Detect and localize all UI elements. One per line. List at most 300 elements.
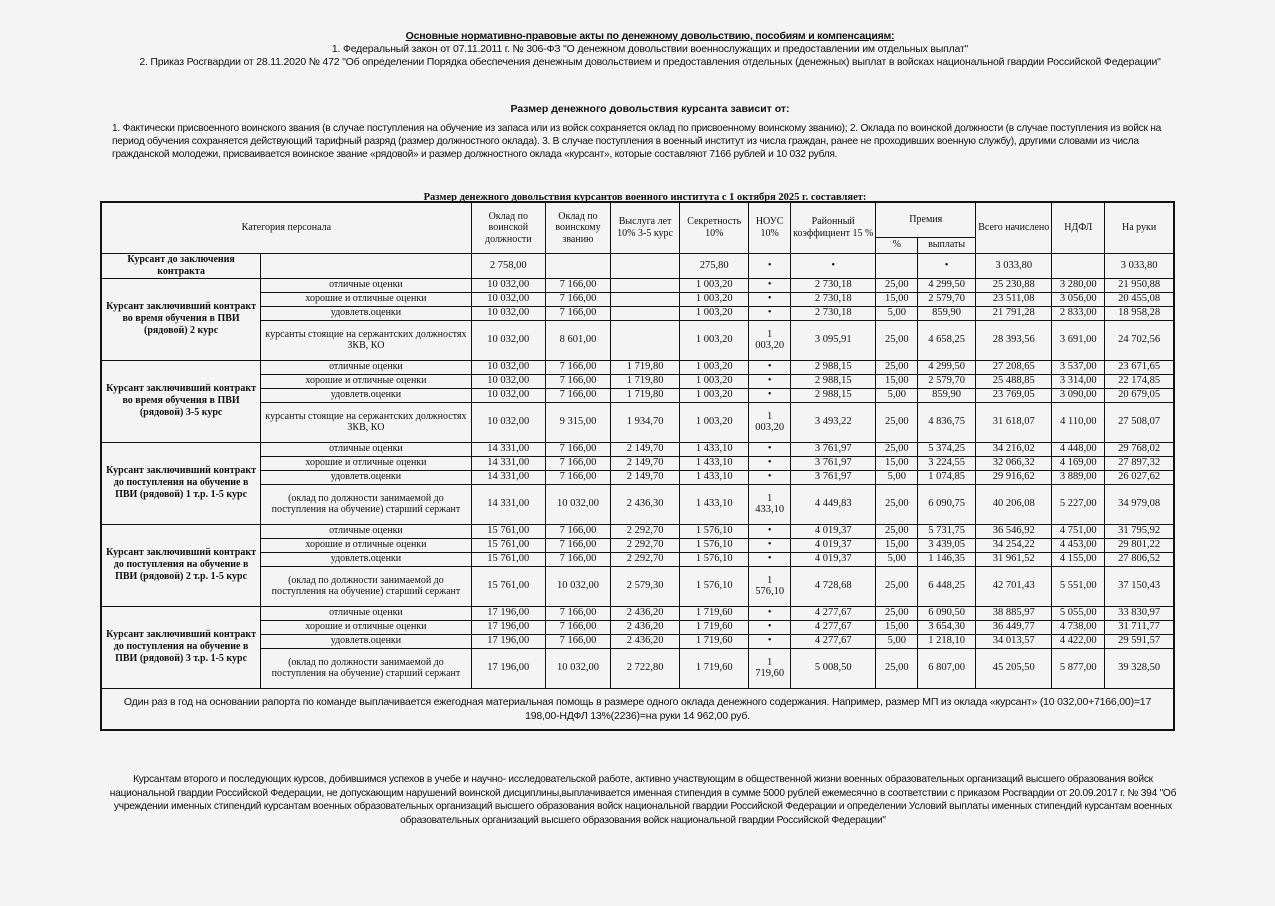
value-cell: • [749,538,791,552]
value-cell: 1 576,10 [749,566,791,606]
value-cell: 7 166,00 [545,278,610,292]
value-cell: 25,00 [876,402,918,442]
value-cell: 1 719,60 [680,606,749,620]
table-row [101,402,1174,442]
value-cell: 1 433,10 [680,484,749,524]
value-cell: 4 449,83 [791,484,876,524]
subcategory-cell: (оклад по должности занимаемой до поступления на обучение) старший сержант [261,566,472,606]
value-cell: 2 292,70 [611,552,680,566]
subcategory-cell: курсанты стоящие на сержантских должностях ЗКВ, КО [261,320,472,360]
value-cell: • [749,388,791,402]
value-cell: 1 003,20 [680,278,749,292]
value-cell: 5 374,25 [918,442,976,456]
value-cell: 2 722,80 [611,648,680,688]
header-rayon: Районный коэффициент 15 % [791,202,876,253]
value-cell: 32 066,32 [976,456,1052,470]
category-cell: Курсант заключивший контракт до поступления на обучение в ПВИ (рядовой) 3 т.р. 1-5 курс [101,606,261,688]
value-cell: 7 166,00 [545,620,610,634]
value-cell: 6 090,75 [918,484,976,524]
value-cell: 7 166,00 [545,634,610,648]
value-cell: • [749,360,791,374]
value-cell: 36 546,92 [976,524,1052,538]
table-row [101,566,1174,606]
subcategory-cell: отличные оценки [261,360,472,374]
value-cell: 1 576,10 [680,524,749,538]
value-cell: 31 961,52 [976,552,1052,566]
header-category: Категория персонала [101,202,471,253]
table-row [101,456,1174,470]
category-cell: Курсант заключивший контракт во время обучения в ПВИ (рядовой) 2 курс [101,278,261,360]
value-cell: 17 196,00 [471,606,545,620]
value-cell: 7 166,00 [545,552,610,566]
value-cell: 3 654,30 [918,620,976,634]
value-cell: 3 033,80 [976,253,1052,278]
value-cell: 2 730,18 [791,306,876,320]
value-cell [611,278,680,292]
value-cell: 25,00 [876,648,918,688]
value-cell: 34 013,57 [976,634,1052,648]
value-cell: 20 679,05 [1105,388,1174,402]
value-cell: 10 032,00 [471,320,545,360]
subcategory-cell: хорошие и отличные оценки [261,374,472,388]
value-cell: 4 836,75 [918,402,976,442]
table-row [101,470,1174,484]
value-cell: 15,00 [876,620,918,634]
value-cell: 40 206,08 [976,484,1052,524]
value-cell: 21 950,88 [1105,278,1174,292]
value-cell: 275,80 [680,253,749,278]
value-cell: • [749,606,791,620]
value-cell: 4 019,37 [791,524,876,538]
value-cell: 2 730,18 [791,278,876,292]
value-cell: 1 003,20 [680,402,749,442]
value-cell: 27 208,65 [976,360,1052,374]
value-cell: 10 032,00 [471,278,545,292]
subcategory-cell: отличные оценки [261,278,472,292]
value-cell: 1 003,20 [680,388,749,402]
value-cell: 29 801,22 [1105,538,1174,552]
subcategory-cell [261,253,472,278]
value-cell: 31 618,07 [976,402,1052,442]
value-cell: 9 315,00 [545,402,610,442]
value-cell: • [749,278,791,292]
header-secret: Секретность 10% [680,202,749,253]
value-cell: 2 436,20 [611,634,680,648]
value-cell: 5 731,75 [918,524,976,538]
value-cell: 5 055,00 [1052,606,1105,620]
value-cell: 2 579,30 [611,566,680,606]
value-cell: 7 166,00 [545,306,610,320]
value-cell: 7 166,00 [545,360,610,374]
value-cell: 1 719,60 [749,648,791,688]
legal-acts-section [100,30,1200,69]
header-vysluga: Выслуга лет 10% 3-5 курс [611,202,680,253]
value-cell: 1 576,10 [680,538,749,552]
value-cell: 1 146,35 [918,552,976,566]
value-cell: 1 934,70 [611,402,680,442]
value-cell: 27 806,52 [1105,552,1174,566]
value-cell: 4 019,37 [791,538,876,552]
value-cell: 1 433,10 [680,456,749,470]
value-cell: 1 218,10 [918,634,976,648]
value-cell: 25 230,88 [976,278,1052,292]
value-cell: 3 493,22 [791,402,876,442]
table-row [101,484,1174,524]
value-cell: 22 174,85 [1105,374,1174,388]
value-cell: 1 433,10 [680,442,749,456]
value-cell: 4 019,37 [791,552,876,566]
value-cell: 25,00 [876,442,918,456]
value-cell: 7 166,00 [545,388,610,402]
scholarship-note: Курсантам второго и последующих курсов, добившимся успехов в учебе и научно- исследовательской работе, активно участвующим в общественной жизни военных образовательных организаций высшего образования войск национальной гвардии Российской Федерации, не допускающим нарушений воинской дисциплины,выплачивается именная стипендия в сумме 5000 рублей ежемесячно в соответствии с приказом Росгвардии от 20.09.2017 г. № 394 "Об учреждении именных стипендий курсантам военных образовательных организаций высшего образования войск национальной гвардии Российской Федерации и определении Условий выплаты именных стипендий курсантам военных образовательных организаций высшего образования войск национальной гвардии Российской Федерации" [109,774,1177,826]
value-cell: • [749,524,791,538]
value-cell: 7 166,00 [545,538,610,552]
value-cell: 3 761,97 [791,456,876,470]
value-cell: 23 671,65 [1105,360,1174,374]
header-premia: Премия [876,202,976,237]
value-cell: 1 003,20 [749,402,791,442]
value-cell: 5 551,00 [1052,566,1105,606]
value-cell: 15,00 [876,292,918,306]
table-row [101,524,1174,538]
value-cell: 1 003,20 [680,374,749,388]
value-cell: 4 277,67 [791,606,876,620]
header-premia-pay: выплаты [918,237,976,253]
value-cell [611,253,680,278]
value-cell: 15,00 [876,538,918,552]
value-cell: 23 769,05 [976,388,1052,402]
value-cell: 3 889,00 [1052,470,1105,484]
table-row [101,634,1174,648]
value-cell: 2 730,18 [791,292,876,306]
value-cell: 1 003,20 [680,306,749,320]
value-cell [611,292,680,306]
table-row [101,620,1174,634]
depends-text: 1. Фактически присвоенного воинского звания (в случае поступления на обучение из запаса или из войск сохраняется оклад по присвоенному воинскому званию); 2. Оклада по воинской должности (в случае поступления из войск на период обучения сохраняется действующий тарифный разряд (размер должностного оклада). 3. В случае поступления в военный институт из числа граждан, ранее не проходивших военную службу), другими словами из числа гражданской молодежи, присваивается воинское звание «рядовой» и размер должностного оклада «курсант», которые составляют 7166 рублей и 10 032 рубля. [112,123,1162,160]
value-cell: 1 719,60 [680,634,749,648]
value-cell: 14 331,00 [471,442,545,456]
value-cell: 5 877,00 [1052,648,1105,688]
value-cell: 859,90 [918,306,976,320]
value-cell: 5 227,00 [1052,484,1105,524]
subcategory-cell: удовлетв.оценки [261,388,472,402]
value-cell: 10 032,00 [545,484,610,524]
value-cell: 2 292,70 [611,524,680,538]
value-cell: 10 032,00 [471,402,545,442]
value-cell: 4 658,25 [918,320,976,360]
value-cell [876,253,918,278]
value-cell: 2 292,70 [611,538,680,552]
value-cell: 7 166,00 [545,524,610,538]
value-cell: 4 110,00 [1052,402,1105,442]
value-cell [611,306,680,320]
value-cell: 17 196,00 [471,620,545,634]
value-cell: 2 988,15 [791,388,876,402]
value-cell: 1 719,80 [611,374,680,388]
value-cell: 25,00 [876,278,918,292]
value-cell: 4 299,50 [918,278,976,292]
value-cell: 1 003,20 [680,292,749,306]
value-cell: 8 601,00 [545,320,610,360]
depends-title: Размер денежного довольствия курсанта зависит от: [510,103,790,115]
value-cell: • [749,620,791,634]
legal-act-item: 1. Федеральный закон от 07.11.2011 г. № 306-ФЗ "О денежном довольствии военнослужащих и предоставлении им отдельных выплат" [331,43,969,55]
value-cell: 3 090,00 [1052,388,1105,402]
value-cell: 15 761,00 [471,538,545,552]
subcategory-cell: (оклад по должности занимаемой до поступления на обучение) старший сержант [261,648,472,688]
value-cell: 10 032,00 [471,388,545,402]
value-cell: 2 436,20 [611,620,680,634]
value-cell: 6 807,00 [918,648,976,688]
value-cell: 34 979,08 [1105,484,1174,524]
value-cell: 1 576,10 [680,566,749,606]
value-cell: 31 795,92 [1105,524,1174,538]
value-cell: 4 299,50 [918,360,976,374]
value-cell: 25,00 [876,524,918,538]
table-row [101,374,1174,388]
value-cell: 31 711,77 [1105,620,1174,634]
value-cell: 6 090,50 [918,606,976,620]
value-cell: 3 280,00 [1052,278,1105,292]
value-cell: 25,00 [876,320,918,360]
value-cell: • [749,456,791,470]
value-cell: 2 149,70 [611,470,680,484]
table-row [101,292,1174,306]
value-cell: 29 768,02 [1105,442,1174,456]
value-cell: 25,00 [876,360,918,374]
value-cell: 23 511,08 [976,292,1052,306]
value-cell: 2 758,00 [471,253,545,278]
value-cell: 25,00 [876,566,918,606]
value-cell: 1 074,85 [918,470,976,484]
value-cell: 4 422,00 [1052,634,1105,648]
value-cell: 29 916,62 [976,470,1052,484]
table-row [101,320,1174,360]
value-cell: 7 166,00 [545,442,610,456]
value-cell: 33 830,97 [1105,606,1174,620]
subcategory-cell: удовлетв.оценки [261,552,472,566]
pay-table [100,201,1175,731]
header-nous: НОУС 10% [749,202,791,253]
value-cell: • [749,253,791,278]
subcategory-cell: хорошие и отличные оценки [261,620,472,634]
subcategory-cell: хорошие и отличные оценки [261,456,472,470]
subcategory-cell: отличные оценки [261,524,472,538]
value-cell: 7 166,00 [545,374,610,388]
value-cell: 1 719,60 [680,648,749,688]
value-cell: 24 702,56 [1105,320,1174,360]
value-cell: 25,00 [876,484,918,524]
header-net: На руки [1105,202,1174,253]
value-cell: 25,00 [876,606,918,620]
value-cell: 14 331,00 [471,484,545,524]
value-cell: 2 149,70 [611,442,680,456]
table-row [101,606,1174,620]
value-cell: 4 169,00 [1052,456,1105,470]
value-cell: 20 455,08 [1105,292,1174,306]
category-cell: Курсант заключивший контракт до поступления на обучение в ПВИ (рядовой) 1 т.р. 1-5 курс [101,442,261,524]
value-cell: 39 328,50 [1105,648,1174,688]
legal-act-item: 2. Приказ Росгвардии от 28.11.2020 № 472 "Об определении Порядка обеспечения денежным довольствием и предоставления отдельных (денежных) выплат в войсках национальной гвардии Российской Федерации" [139,56,1161,68]
value-cell: • [749,470,791,484]
header-premia-pct: % [876,237,918,253]
value-cell: 15,00 [876,456,918,470]
value-cell: 34 216,02 [976,442,1052,456]
value-cell: 3 056,00 [1052,292,1105,306]
value-cell: • [749,306,791,320]
value-cell: • [749,634,791,648]
value-cell [611,320,680,360]
subcategory-cell: отличные оценки [261,606,472,620]
value-cell: 29 591,57 [1105,634,1174,648]
value-cell: 14 331,00 [471,456,545,470]
subcategory-cell: хорошие и отличные оценки [261,538,472,552]
value-cell: 3 224,55 [918,456,976,470]
material-aid-note: Один раз в год на основании рапорта по команде выплачивается ежегодная материальная помощь в размере одного оклада денежного содержания. Например, размер МП из оклада «курсант» (10 032,00+7166,00)=17 198,00-НДФЛ 13%(2236)=на руки 14 962,00 руб. [101,688,1174,730]
value-cell: • [749,552,791,566]
value-cell: 3 095,91 [791,320,876,360]
value-cell: 7 166,00 [545,456,610,470]
value-cell: 2 579,70 [918,374,976,388]
category-cell: Курсант заключивший контракт во время обучения в ПВИ (рядовой) 3-5 курс [101,360,261,442]
table-row [101,306,1174,320]
category-cell: Курсант до заключения контракта [101,253,261,278]
value-cell: 21 791,28 [976,306,1052,320]
value-cell: 1 719,80 [611,360,680,374]
value-cell: 3 761,97 [791,470,876,484]
value-cell: 5,00 [876,388,918,402]
value-cell: 4 277,67 [791,620,876,634]
value-cell: 4 738,00 [1052,620,1105,634]
value-cell: 2 988,15 [791,360,876,374]
value-cell: 1 433,10 [749,484,791,524]
header-oklad-dolzh: Оклад по воинской должности [471,202,545,253]
table-row [101,360,1174,374]
value-cell: 1 003,20 [680,360,749,374]
value-cell: 7 166,00 [545,470,610,484]
value-cell: 5 008,50 [791,648,876,688]
value-cell: 26 027,62 [1105,470,1174,484]
value-cell: 10 032,00 [545,648,610,688]
subcategory-cell: удовлетв.оценки [261,306,472,320]
value-cell: 18 958,28 [1105,306,1174,320]
value-cell: 27 508,07 [1105,402,1174,442]
value-cell: 2 149,70 [611,456,680,470]
table-row [101,538,1174,552]
table-row [101,442,1174,456]
value-cell [1052,253,1105,278]
value-cell: 10 032,00 [471,374,545,388]
value-cell: 4 155,00 [1052,552,1105,566]
legal-acts-heading: Основные нормативно-правовые акты по денежному довольствию, пособиям и компенсациям: [405,30,895,42]
value-cell: 15 761,00 [471,524,545,538]
value-cell: 38 885,97 [976,606,1052,620]
subcategory-cell: удовлетв.оценки [261,634,472,648]
value-cell: 14 331,00 [471,470,545,484]
value-cell: 3 439,05 [918,538,976,552]
value-cell: 3 537,00 [1052,360,1105,374]
value-cell [545,253,610,278]
value-cell: 15 761,00 [471,552,545,566]
value-cell: 2 436,30 [611,484,680,524]
value-cell: 3 033,80 [1105,253,1174,278]
value-cell: 27 897,32 [1105,456,1174,470]
value-cell: • [749,374,791,388]
table-title: Размер денежного довольствия курсантов военного института с 1 октября 2025 г. составляет: [423,192,867,203]
value-cell: 10 032,00 [471,306,545,320]
value-cell: • [791,253,876,278]
value-cell: 1 003,20 [749,320,791,360]
value-cell: 4 728,68 [791,566,876,606]
value-cell: 1 719,60 [680,620,749,634]
value-cell: 10 032,00 [545,566,610,606]
value-cell: 7 166,00 [545,606,610,620]
table-row [101,253,1174,278]
value-cell: 28 393,56 [976,320,1052,360]
table-row [101,552,1174,566]
value-cell: • [749,292,791,306]
value-cell: 1 433,10 [680,470,749,484]
value-cell: 3 691,00 [1052,320,1105,360]
value-cell: 15 761,00 [471,566,545,606]
value-cell: 4 277,67 [791,634,876,648]
table-row [101,388,1174,402]
value-cell: 17 196,00 [471,634,545,648]
table-row [101,648,1174,688]
value-cell: 4 453,00 [1052,538,1105,552]
value-cell: 1 719,80 [611,388,680,402]
value-cell: 17 196,00 [471,648,545,688]
category-cell: Курсант заключивший контракт до поступления на обучение в ПВИ (рядовой) 2 т.р. 1-5 курс [101,524,261,606]
value-cell: 5,00 [876,306,918,320]
subcategory-cell: отличные оценки [261,442,472,456]
value-cell: • [749,442,791,456]
value-cell: 2 988,15 [791,374,876,388]
header-oklad-zvan: Оклад по воинскому званию [545,202,610,253]
value-cell: 42 701,43 [976,566,1052,606]
subcategory-cell: (оклад по должности занимаемой до поступления на обучение) старший сержант [261,484,472,524]
value-cell: 1 576,10 [680,552,749,566]
value-cell: 2 579,70 [918,292,976,306]
value-cell: 7 166,00 [545,292,610,306]
table-row [101,278,1174,292]
value-cell: 15,00 [876,374,918,388]
value-cell: 6 448,25 [918,566,976,606]
value-cell: 2 833,00 [1052,306,1105,320]
value-cell: 859,90 [918,388,976,402]
value-cell: 3 314,00 [1052,374,1105,388]
value-cell: 3 761,97 [791,442,876,456]
value-cell: 5,00 [876,552,918,566]
value-cell: 4 751,00 [1052,524,1105,538]
value-cell: 45 205,50 [976,648,1052,688]
value-cell: 4 448,00 [1052,442,1105,456]
header-total: Всего начислено [976,202,1052,253]
value-cell: • [918,253,976,278]
value-cell: 34 254,22 [976,538,1052,552]
subcategory-cell: курсанты стоящие на сержантских должностях ЗКВ, КО [261,402,472,442]
subcategory-cell: хорошие и отличные оценки [261,292,472,306]
value-cell: 1 003,20 [680,320,749,360]
value-cell: 10 032,00 [471,360,545,374]
header-ndfl: НДФЛ [1052,202,1105,253]
value-cell: 5,00 [876,634,918,648]
value-cell: 2 436,20 [611,606,680,620]
subcategory-cell: удовлетв.оценки [261,470,472,484]
value-cell: 10 032,00 [471,292,545,306]
value-cell: 37 150,43 [1105,566,1174,606]
value-cell: 36 449,77 [976,620,1052,634]
